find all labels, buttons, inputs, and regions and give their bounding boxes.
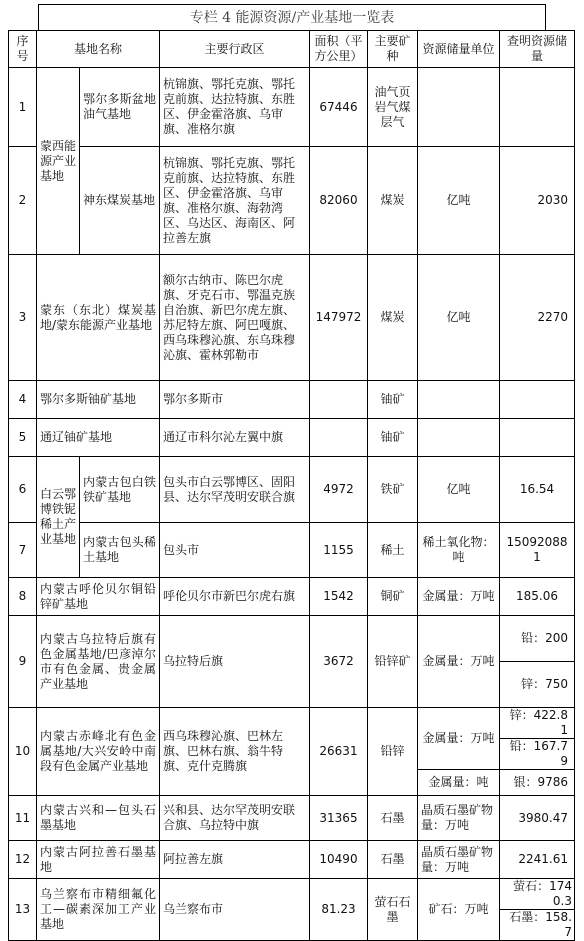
table-row xyxy=(9,841,575,879)
base-mineral: 铀矿 xyxy=(368,419,418,457)
base-reserve-silver: 银：9786 xyxy=(500,770,575,796)
base-name: 神东煤炭基地 xyxy=(80,147,160,255)
group-mengxi: 蒙西能源产业基地 xyxy=(37,68,80,255)
row-no: 1 xyxy=(9,68,37,147)
row-no: 8 xyxy=(9,578,37,616)
base-mineral: 稀土 xyxy=(368,523,418,578)
header-row xyxy=(9,31,575,68)
base-name: 蒙东（东北）煤炭基地/蒙东能源产业基地 xyxy=(37,255,160,381)
base-mineral: 煤炭 xyxy=(368,147,418,255)
base-region: 乌兰察布市 xyxy=(160,879,310,941)
row-no: 6 xyxy=(9,457,37,523)
base-mineral: 铅锌 xyxy=(368,708,418,796)
base-name: 鄂尔多斯铀矿基地 xyxy=(37,381,160,419)
base-unit: 金属量：万吨 xyxy=(418,708,500,770)
header-no: 序号 xyxy=(9,31,37,68)
base-area: 1542 xyxy=(310,578,368,616)
base-mineral: 石墨 xyxy=(368,796,418,841)
base-reserve: 150920881 xyxy=(500,523,575,578)
group-baiyun: 白云鄂博铁铌稀土产业基地 xyxy=(37,457,80,578)
header-name: 基地名称 xyxy=(37,31,160,68)
base-unit xyxy=(418,419,500,457)
base-reserve: 2241.61 xyxy=(500,841,575,879)
base-region: 杭锦旗、鄂托克旗、鄂托克前旗、达拉特旗、东胜区、伊金霍洛旗、乌审旗、准格尔旗、海勃湾区、乌达区、海南区、阿拉善左旗 xyxy=(160,147,310,255)
base-name: 内蒙古阿拉善石墨基地 xyxy=(37,841,160,879)
base-area: 10490 xyxy=(310,841,368,879)
row-no: 10 xyxy=(9,708,37,796)
base-unit: 亿吨 xyxy=(418,457,500,523)
base-reserve xyxy=(500,381,575,419)
base-name: 内蒙古呼伦贝尔铜铅锌矿基地 xyxy=(37,578,160,616)
row-no: 3 xyxy=(9,255,37,381)
base-reserve xyxy=(500,68,575,147)
base-reserve-fluorite: 萤石：1740.3 xyxy=(500,879,575,910)
base-area: 82060 xyxy=(310,147,368,255)
table-row xyxy=(9,523,575,578)
base-region: 兴和县、达尔罕茂明安联合旗、乌拉特中旗 xyxy=(160,796,310,841)
base-unit xyxy=(418,68,500,147)
row-no: 7 xyxy=(9,523,37,578)
base-mineral: 油气页岩气煤层气 xyxy=(368,68,418,147)
base-region: 额尔古纳市、陈巴尔虎旗、牙克石市、鄂温克族自治旗、新巴尔虎左旗、苏尼特左旗、阿巴嘎旗、西乌珠穆沁旗、东乌珠穆沁旗、霍林郭勒市 xyxy=(160,255,310,381)
base-area: 31365 xyxy=(310,796,368,841)
base-name: 内蒙古赤峰北有色金属基地/大兴安岭中南段有色金属产业基地 xyxy=(37,708,160,796)
row-no: 2 xyxy=(9,147,37,255)
row-no: 5 xyxy=(9,419,37,457)
header-reserve: 查明资源储量 xyxy=(500,31,575,68)
base-unit: 晶质石墨矿物量：万吨 xyxy=(418,796,500,841)
base-region: 包头市白云鄂博区、固阳县、达尔罕茂明安联合旗 xyxy=(160,457,310,523)
base-region: 通辽市科尔沁左翼中旗 xyxy=(160,419,310,457)
base-unit: 金属量：吨 xyxy=(418,770,500,796)
base-unit: 晶质石墨矿物量：万吨 xyxy=(418,841,500,879)
base-reserve xyxy=(500,419,575,457)
base-unit xyxy=(418,381,500,419)
base-name: 通辽铀矿基地 xyxy=(37,419,160,457)
row-no: 12 xyxy=(9,841,37,879)
base-region: 鄂尔多斯市 xyxy=(160,381,310,419)
base-reserve: 3980.47 xyxy=(500,796,575,841)
base-unit: 亿吨 xyxy=(418,255,500,381)
header-region: 主要行政区 xyxy=(160,31,310,68)
base-mineral: 铀矿 xyxy=(368,381,418,419)
base-mineral: 铁矿 xyxy=(368,457,418,523)
base-name: 乌兰察布市精细氟化工—碳素深加工产业基地 xyxy=(37,879,160,941)
base-area: 1155 xyxy=(310,523,368,578)
table-row xyxy=(9,255,575,381)
base-area: 147972 xyxy=(310,255,368,381)
base-area: 67446 xyxy=(310,68,368,147)
header-area: 面积（平方公里） xyxy=(310,31,368,68)
base-unit: 稀土氧化物：吨 xyxy=(418,523,500,578)
base-name: 内蒙古乌拉特后旗有色金属基地/巴彦淖尔市有色金属、贵金属产业基地 xyxy=(37,616,160,708)
base-region: 包头市 xyxy=(160,523,310,578)
header-unit: 资源储量单位 xyxy=(418,31,500,68)
base-area: 26631 xyxy=(310,708,368,796)
base-reserve-lead: 铅：167.79 xyxy=(500,739,575,770)
table-row xyxy=(9,457,575,523)
row-no: 4 xyxy=(9,381,37,419)
table-row xyxy=(9,419,575,457)
base-region: 阿拉善左旗 xyxy=(160,841,310,879)
table-row xyxy=(9,68,575,147)
base-area xyxy=(310,419,368,457)
base-unit: 亿吨 xyxy=(418,147,500,255)
base-area xyxy=(310,381,368,419)
table-title: 专栏 4 能源资源/产业基地一览表 xyxy=(38,4,546,30)
base-unit: 金属量：万吨 xyxy=(418,578,500,616)
resource-base-table xyxy=(8,30,575,941)
base-region: 杭锦旗、鄂托克旗、鄂托克前旗、达拉特旗、东胜区、伊金霍洛旗、乌审旗、准格尔旗 xyxy=(160,68,310,147)
base-area: 81.23 xyxy=(310,879,368,941)
table-row xyxy=(9,879,575,910)
base-area: 3672 xyxy=(310,616,368,708)
base-mineral: 铅锌矿 xyxy=(368,616,418,708)
table-row xyxy=(9,796,575,841)
table-row xyxy=(9,578,575,616)
base-unit: 金属量：万吨 xyxy=(418,616,500,708)
base-region: 西乌珠穆沁旗、巴林左旗、巴林右旗、翁牛特旗、克什克腾旗 xyxy=(160,708,310,796)
base-region: 乌拉特后旗 xyxy=(160,616,310,708)
base-reserve: 2270 xyxy=(500,255,575,381)
base-mineral: 萤石石墨 xyxy=(368,879,418,941)
row-no: 13 xyxy=(9,879,37,941)
header-mineral: 主要矿种 xyxy=(368,31,418,68)
base-reserve: 2030 xyxy=(500,147,575,255)
base-unit: 矿石：万吨 xyxy=(418,879,500,941)
base-area: 4972 xyxy=(310,457,368,523)
base-name: 内蒙古包白铁铁矿基地 xyxy=(80,457,160,523)
base-mineral: 铜矿 xyxy=(368,578,418,616)
base-reserve: 16.54 xyxy=(500,457,575,523)
base-mineral: 煤炭 xyxy=(368,255,418,381)
base-region: 呼伦贝尔市新巴尔虎右旗 xyxy=(160,578,310,616)
base-mineral: 石墨 xyxy=(368,841,418,879)
base-reserve-lead: 铅：200 xyxy=(500,616,575,662)
table-row xyxy=(9,708,575,739)
base-name: 内蒙古包头稀土基地 xyxy=(80,523,160,578)
table-row xyxy=(9,147,575,255)
base-reserve-zinc: 锌：422.81 xyxy=(500,708,575,739)
base-reserve-zinc: 锌：750 xyxy=(500,662,575,708)
base-reserve: 185.06 xyxy=(500,578,575,616)
base-reserve-graphite: 石墨：158.7 xyxy=(500,910,575,941)
row-no: 11 xyxy=(9,796,37,841)
table-row xyxy=(9,616,575,662)
base-name: 内蒙古兴和—包头石墨基地 xyxy=(37,796,160,841)
row-no: 9 xyxy=(9,616,37,708)
base-name: 鄂尔多斯盆地油气基地 xyxy=(80,68,160,147)
table-row xyxy=(9,381,575,419)
